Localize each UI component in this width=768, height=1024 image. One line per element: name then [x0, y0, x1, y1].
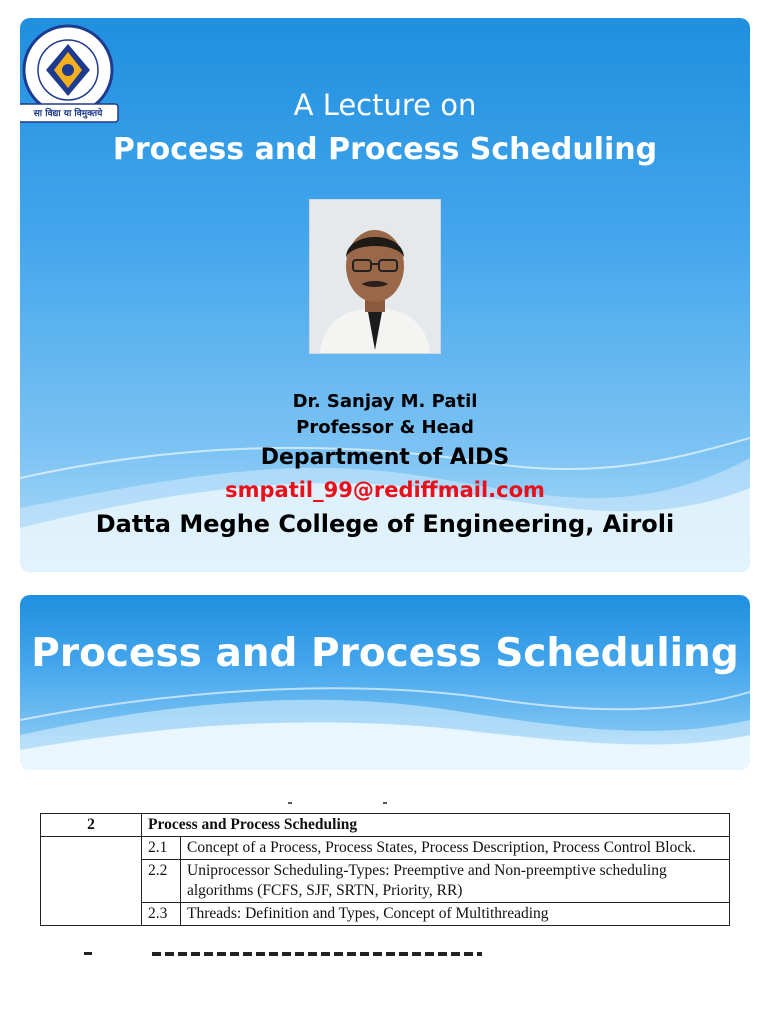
- presenter-email[interactable]: smpatil_99@rediffmail.com: [225, 478, 545, 502]
- module-title: Process and Process Scheduling: [142, 814, 730, 837]
- topic-text: Uniprocessor Scheduling-Types: Preemptive and Non-preemptive scheduling algorithms (FCFS, SJF, SRTN, Priority, RR): [181, 860, 730, 903]
- truncated-row: [40, 950, 730, 956]
- syllabus-table: [40, 813, 730, 926]
- syllabus-table-image: [38, 798, 730, 956]
- emblem-ribbon-text: सा विद्या या विमुक्तये: [33, 109, 103, 119]
- table-row: [41, 837, 730, 860]
- department-name: Department of AIDS: [260, 445, 510, 470]
- table-row: [41, 903, 730, 926]
- topic-text: Concept of a Process, Process States, Process Description, Process Control Block.: [181, 837, 730, 860]
- presenter-photo: [309, 199, 441, 354]
- table-row: [41, 860, 730, 903]
- topic-text: Threads: Definition and Types, Concept of Multithreading: [181, 903, 730, 926]
- title-slide: [20, 18, 750, 572]
- college-name: Datta Meghe College of Engineering, Airoli: [95, 510, 675, 538]
- table-row: [41, 814, 730, 837]
- topic-number: 2.3: [142, 903, 181, 926]
- topic-number: 2.2: [142, 860, 181, 903]
- section-title: Process and Process Scheduling: [31, 631, 739, 676]
- presenter-role: Professor & Head: [296, 417, 474, 438]
- presenter-name: Dr. Sanjay M. Patil: [292, 391, 478, 412]
- slide-wave-decoration: [20, 680, 750, 770]
- lecture-title: Process and Process Scheduling: [112, 132, 658, 167]
- section-title-slide: [20, 595, 750, 770]
- lecture-intro: A Lecture on: [293, 88, 477, 122]
- module-number: 2: [41, 814, 142, 837]
- topic-number: 2.1: [142, 837, 181, 860]
